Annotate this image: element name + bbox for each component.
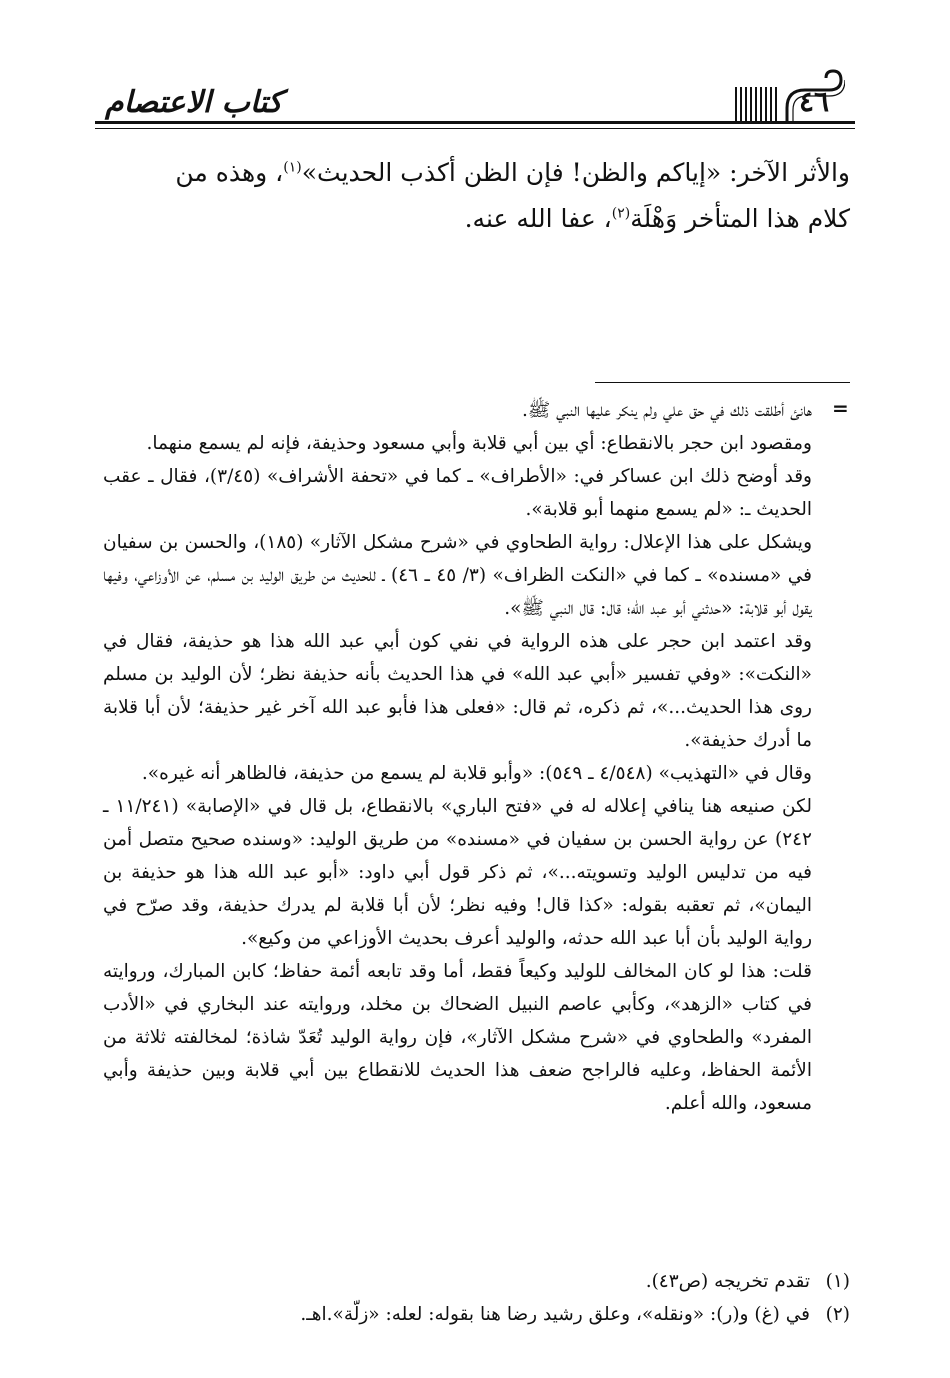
- note-paragraph: وقد أوضح ذلك ابن عساكر في: «الأطراف» ـ كما في «تحفة الأشراف» (٣/٤٥)، فقال ـ عقب الحديث ـ: «لم يسمع منهما أبو قلابة».: [103, 466, 812, 520]
- footnote-separator: [595, 382, 850, 383]
- footnote-number: (٢): [825, 1304, 850, 1325]
- main-line-1-tail: ، وهذه من: [175, 158, 284, 187]
- main-line-1: [100, 150, 850, 196]
- note-paragraph: قلت: هذا لو كان المخالف للوليد وكيعاً فقط، أما وقد تابعه أئمة حفاظ؛ كابن المبارك، وروايته في كتاب «الزهد»، وكأبي عاصم النبيل الضحاك بن مخلد، وروايته عند البخاري في «الأدب المفرد» والطحاوي في «شرح مشكل الآثار»، فإن رواية الوليد تُعَدّ شاذة؛ لمخالفته ثلاثة من الأئمة الحفاظ، وعليه فالراجح ضعف هذا الحديث للانقطاع بين أبي قلابة وبين حذيفة وأبي مسعود، والله أعلم.: [103, 961, 812, 1114]
- note-paragraph: ويشكل على هذا الإعلال: رواية الطحاوي في «شرح مشكل الآثار» (١٨٥)، والحسن بن سفيان في «مسنده» ـ كما في «النكت الظراف» (٣/ ٤٥ ـ ٤٦) ـ للحديث من طريق الوليد بن مسلم، عن الأوزاعي، وفيها يقول أبو قلابة: «حدثني أبو عبد الله؛ قال: قال النبي ﷺ».: [103, 532, 813, 619]
- note-paragraph: هانئ أطلقت ذلك في حق علي ولم ينكر عليها النبي ﷺ.: [522, 400, 812, 421]
- main-line-2-text: كلام هذا المتأخر وَهْلَة: [630, 204, 850, 233]
- footnote-ref-1: (١): [283, 159, 302, 176]
- book-title: كتاب الاعتصام: [105, 85, 283, 120]
- footnotes: [103, 1265, 850, 1331]
- footnote-item: [103, 1265, 850, 1298]
- main-line-2-tail: ، عفا الله عنه.: [464, 204, 612, 233]
- page-header: [95, 68, 855, 124]
- header-rule-thin: [95, 128, 855, 129]
- main-text: [100, 150, 850, 242]
- footnote-number: (١): [825, 1271, 850, 1292]
- header-hatch-ornament: [735, 87, 777, 121]
- note-paragraph: وقال في «التهذيب» (٤/٥٤٨ ـ ٥٤٩): «وأبو قلابة لم يسمع من حذيفة، فالظاهر أنه غيره».: [141, 763, 812, 784]
- page-number: ٤٦: [798, 85, 830, 118]
- note-paragraph: ومقصود ابن حجر بالانقطاع: أي بين أبي قلابة وأبي مسعود وحذيفة، فإنه لم يسمع منهما.: [146, 433, 812, 454]
- main-line-2: [100, 196, 850, 242]
- footnote-text: تقدم تخريجه (ص٤٣).: [645, 1271, 810, 1292]
- footnote-item: [103, 1298, 850, 1331]
- footnote-text: في (غ) و(ر): «ونقله»، وعلق رشيد رضا هنا بقوله: لعله: «زلّة».اهـ.: [300, 1304, 810, 1325]
- continuation-mark: =: [832, 396, 849, 420]
- footnote-ref-2: (٢): [611, 205, 631, 222]
- header-rule: [95, 121, 855, 124]
- main-line-1-text: والأثر الآخر: «إياكم والظن! فإن الظن أكذب الحديث»: [301, 158, 850, 187]
- note-paragraph: لكن صنيعه هنا ينافي إعلاله له في «فتح الباري» بالانقطاع، بل قال في «الإصابة» (١١/٢٤١ ـ ٢٤٢) عن رواية الحسن بن سفيان في «مسنده» من طريق الوليد: «وسنده صحيح متصل أمن فيه من تدليس الوليد وتسويته...»، ثم ذكر قول أبي داود: «أبو عبد الله هذا هو حذيفة بن اليمان»، ثم تعقبه بقوله: «كذا قال! وفيه نظر؛ لأن أبا قلابة لم يدرك حذيفة، وقد صرّح في رواية الوليد بأن أبا عبد الله حدثه، والوليد أعرف بحديث الأوزاعي من وكيع».: [103, 796, 812, 949]
- continued-notes: [103, 394, 812, 1120]
- note-paragraph: وقد اعتمد ابن حجر على هذه الرواية في نفي كون أبي عبد الله هذا هو حذيفة، فقال في «النكت»: «وفي تفسير «أبي عبد الله» في هذا الحديث بأنه حذيفة نظر؛ لأن الوليد بن مسلم روى هذا الحديث...»، ثم ذكره، ثم قال: «فعلى هذا فأبو عبد الله آخر غير حذيفة؛ لأن أبا قلابة ما أدرك حذيفة».: [103, 631, 812, 751]
